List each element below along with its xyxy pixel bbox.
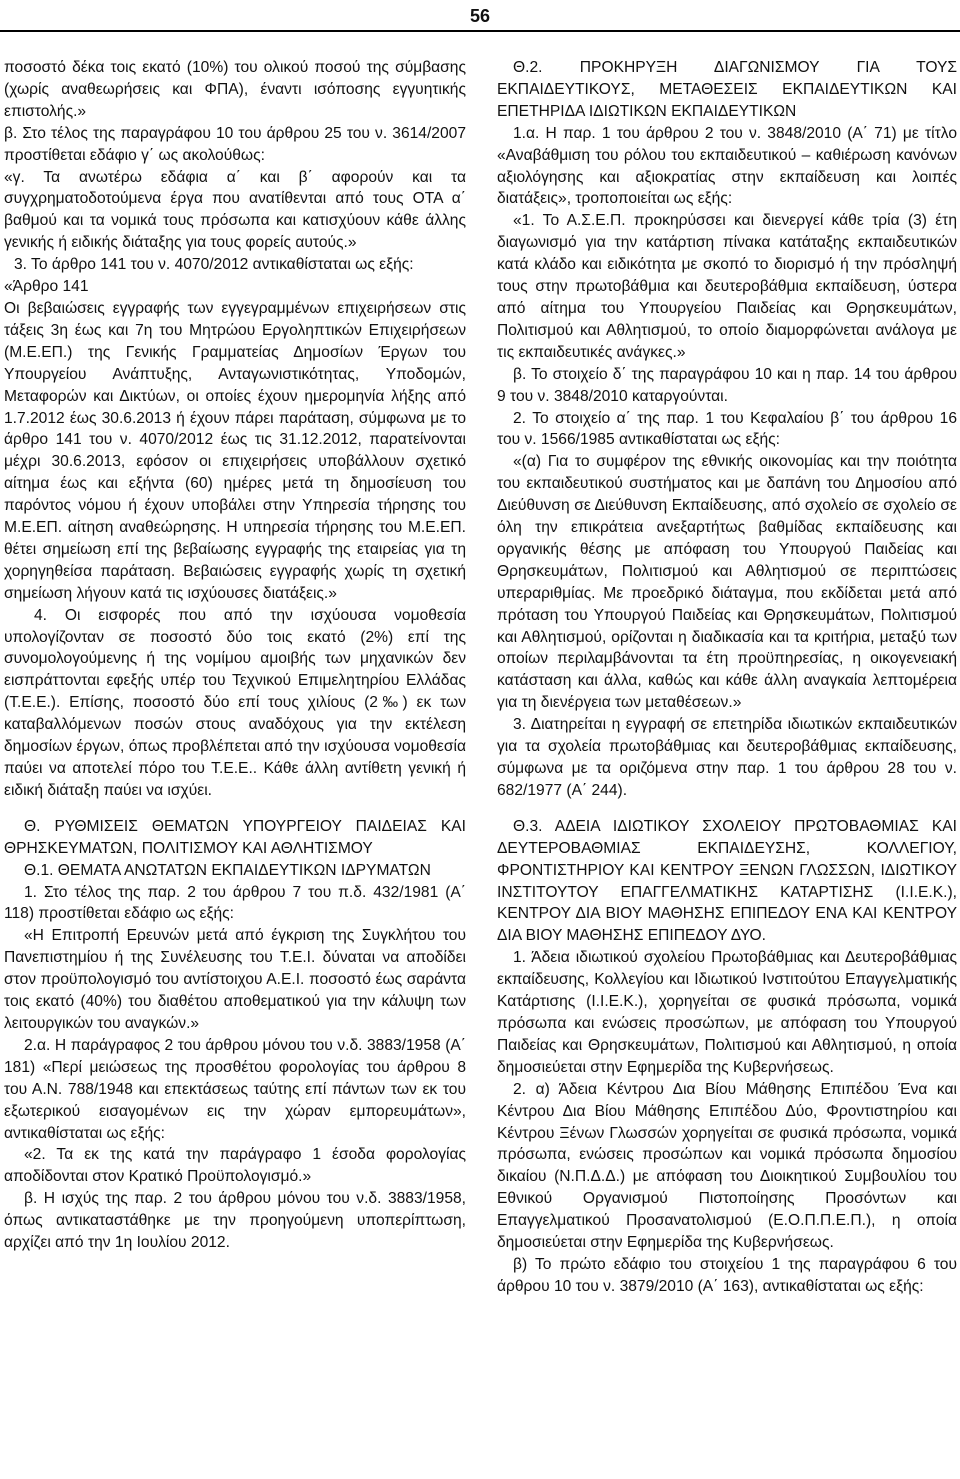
paragraph: 3. Το άρθρο 141 του ν. 4070/2012 αντικαθίσταται ως εξής: [14,256,414,274]
subsection-heading: Θ.3. ΑΔΕΙΑ ΙΔΙΩΤΙΚΟΥ ΣΧΟΛΕΙΟΥ ΠΡΩΤΟΒΑΘΜΙΑΣ ΚΑΙ ΔΕΥΤΕΡΟΒΑΘΜΙΑΣ ΕΚΠΑΙΔΕΥΣΗΣ, ΚΟΛΛΕΓΙΟΥ, ΦΡΟΝΤΙΣΤΗΡΙΟΥ ΚΑΙ ΚΕΝΤΡΟΥ ΞΕΝΩΝ ΓΛΩΣΣΩΝ, ΙΔΙΩΤΙΚΟΥ ΙΝΣΤΙΤΟΥΤΟΥ ΕΠΑΓΓΕΛΜΑΤΙΚΗΣ ΚΑΤΑΡΤΙΣΗΣ (Ι.Ι.Ε.Κ.), ΚΕΝΤΡΟΥ ΔΙΑ ΒΙΟΥ ΜΑΘΗΣΗΣ ΕΠΙΠΕΔΟΥ ΕΝΑ ΚΑΙ ΚΕΝΤΡΟΥ ΔΙΑ ΒΙΟΥ ΜΑΘΗΣΗΣ ΕΠΙΠΕΔΟΥ ΔΥΟ. [497,817,957,945]
paragraph: 2. α) Άδεια Κέντρου Δια Βίου Μάθησης Επιπέδου Ένα και Κέντρου Δια Βίου Μάθησης Επιπέδου Δύο, Φροντιστηρίου και Κέντρου Ξένων Γλωσσών χορηγείται σε φυσικά πρόσωπα, νομικά πρόσωπα, ενώσεις προσώπων και νομικά πρόσωπα δημοσίου δικαίου (Ν.Π.Δ.Δ.) με απόφαση του Διοικητικού Συμβουλίου του Εθνικού Οργανισμού Πιστοποίησης Προσόντων και Επαγγελματικού Προσανατολισμού (Ε.Ο.Π.Π.Ε.Π.), η οποία δημοσιεύεται στην Εφημερίδα της Κυβερνήσεως. [497,1080,957,1252]
paragraph: 1. Στο τέλος της παρ. 2 του άρθρου 7 του π.δ. 432/1981 (Α΄ 118) προστίθεται εδάφιο ως εξής: [4,883,466,923]
paragraph: 3. Διατηρείται η εγγραφή σε επετηρίδα ιδιωτικών εκπαιδευτικών για τα σχολεία πρωτοβάθμιας και δευτεροβάθμιας εκπαίδευσης, σύμφωνα με τα οριζόμενα στην παρ. 1 του άρθρου 28 του ν. 682/1977 (Α΄ 244). [497,716,957,799]
section-gap [4,802,466,816]
paragraph: β. Η ισχύς της παρ. 2 του άρθρου μόνου του ν.δ. 3883/1958, όπως αντικαταστάθηκε με την προηγούμενη υποπερίπτωση, αρχίζει από την 1η Ιουλίου 2012. [4,1190,466,1252]
paragraph: «(α) Για το συμφέρον της εθνικής οικονομίας και την ποιότητα του εκπαιδευτικού συστήματος και με δαπάνη του Δημοσίου από Διεύθυνση σε Διεύθυνση Εκπαίδευσης, από σχολείο σε σχολείο σε όλη την επικράτεια ανεξαρτήτως βαθμίδας εκπαίδευσης και οργανικής θέσης με απόφαση του Υπουργού Παιδείας και Θρησκευμάτων, Πολιτισμού και Αθλητισμού σε περιπτώσεις υπεραριθμίας. Με προεδρικό διάταγμα, που εκδίδεται μετά από πρόταση του Υπουργού Παιδείας και Θρησκευμάτων, Πολιτισμού και Αθλητισμού, ορίζονται η διαδικασία και τα κριτήρια, μεταξύ των οποίων περιλαμβάνονται τα έτη προϋπηρεσίας, η οικογενειακή κατάσταση και άλλα, καθώς και κάθε άλλη αναγκαία λεπτομέρεια για τη διενέργεια των μεταθέσεων.» [497,453,957,712]
subsection-heading: Θ.2. ΠΡΟΚΗΡΥΞΗ ΔΙΑΓΩΝΙΣΜΟΥ ΓΙΑ ΤΟΥΣ ΕΚΠΑΙΔΕΥΤΙΚΟΥΣ, ΜΕΤΑΘΕΣΕΙΣ ΕΚΠΑΙΔΕΥΤΙΚΩΝ ΚΑΙ ΕΠΕΤΗΡΙΔΑ ΙΔΙΩΤΙΚΩΝ ΕΚΠΑΙΔΕΥΤΙΚΩΝ [497,59,957,120]
section-gap [497,802,957,816]
header-divider [0,30,960,32]
paragraph: «γ. Τα ανωτέρω εδάφια α΄ και β΄ αφορούν και τα συγχρηματοδοτούμενα έργα που ανατίθενται από τους ΟΤΑ α΄ βαθμού και τα νομικά τους πρόσωπα και κατισχύουν κάθε άλλης γενικής ή ειδικής διάταξης για τους φορείς αυτούς.» [4,168,466,252]
paragraph: 1. Άδεια ιδιωτικού σχολείου Πρωτοβάθμιας και Δευτεροβάθμιας εκπαίδευσης, Κολλεγίου και Ιδιωτικού Ινστιτούτου Επαγγελματικής Κατάρτισης (Ι.Ι.Ε.Κ.), χορηγείται σε φυσικά πρόσωπα, νομικά πρόσωπα και ενώσεις προσώπων, με απόφαση του Υπουργού Παιδείας και Θρησκευμάτων, Πολιτισμού και Αθλητισμού, η οποία δημοσιεύεται στην Εφημερίδα της Κυβερνήσεως. [497,949,957,1076]
paragraph: β. Στο τέλος της παραγράφου 10 του άρθρου 25 του ν. 3614/2007 προστίθεται εδάφιο γ΄ ως ακολούθως: [4,124,466,164]
paragraph: 1.α. Η παρ. 1 του άρθρου 2 του ν. 3848/2010 (Α΄ 71) με τίτλο «Αναβάθμιση του ρόλου του εκπαιδευτικού – καθιέρωση κανόνων αξιολόγησης και αξιοκρατίας στην εκπαίδευση και λοιπές διατάξεις», τροποποιείται ως εξής: [497,124,957,208]
paragraph: 4. Οι εισφορές που από την ισχύουσα νομοθεσία υπολογίζονταν σε ποσοστό δύο τοις εκατό (2%) επί της συνομολογούμενης ή της νομίμου αμοιβής των μηχανικών δεν εισπράττονται εφεξής υπέρ του Τεχνικού Επιμελητηρίου Ελλάδας (Τ.Ε.Ε.). Επίσης, ποσοστό δύο επί τους χιλίους (2‰) εκ των καταβαλλόμενων ποσών στους αναδόχους για την εκτέλεση δημοσίων έργων, όπως προβλέπεται από την ισχύουσα νομοθεσία παύει να αποτελεί πόρο του Τ.Ε.Ε.. Κάθε άλλη αντίθετη γενική ή ειδική διάταξη παύει να ισχύει. [4,606,466,799]
paragraph: β. Το στοιχείο δ΄ της παραγράφου 10 και η παρ. 14 του άρθρου 9 του ν. 3848/2010 καταργούνται. [497,365,957,405]
paragraph: «1. Το Α.Σ.Ε.Π. προκηρύσσει και διενεργεί κάθε τρία (3) έτη διαγωνισμό για την κατάρτιση πίνακα κατάταξης εκπαιδευτικών κατά κλάδο και ειδικότητα με σκοπό το διορισμό ή την πρόσληψή τους στην πρωτοβάθμια και δευτεροβάθμια εκπαίδευση, ύστερα από αίτημα του Υπουργείου Παιδείας και Θρησκευμάτων, Πολιτισμού και Αθλητισμού, το οποίο διαμορφώνεται ανάλογα με τις εκπαιδευτικές ανάγκες.» [497,212,957,361]
page-number: 56 [469,6,491,26]
right-column [497,57,957,1298]
left-column [4,57,466,1254]
paragraph: ποσοστό δέκα τοις εκατό (10%) του ολικού ποσού της σύμβασης (χωρίς αναθεωρήσεις και ΦΠΑ), έναντι ισόποσης εγγυητικής επιστολής.» [4,59,466,120]
paragraph: 2.α. Η παράγραφος 2 του άρθρου μόνου του ν.δ. 3883/1958 (Α΄ 181) «Περί μειώσεως της προσθέτου φορολογίας του άρθρου 8 του Α.Ν. 788/1948 και επεκτάσεως ταύτης επί πάντων των εκ του εξωτερικού εισαγομένων εις την χώραν εμπορευμάτων», αντικαθίσταται ως εξής: [4,1036,466,1142]
paragraph: «Η Επιτροπή Ερευνών μετά από έγκριση της Συγκλήτου του Πανεπιστημίου ή της Συνέλευσης του Τ.Ε.Ι. δύναται να αποδίδει στον προϋπολογισμό του αντίστοιχου Α.Ε.Ι. ποσοστό έως σαράντα τοις εκατό (40%) του διαθέτου αποθεματικού για την κάλυψη των λειτουργικών του αναγκών.» [4,927,466,1032]
paragraph: Οι βεβαιώσεις εγγραφής των εγγεγραμμένων επιχειρήσεων στις τάξεις 3η έως και 7η του Μητρώου Εργοληπτικών Επιχειρήσεων (Μ.Ε.ΕΠ.) της Γενικής Γραμματείας Δημοσίων Έργων του Υπουργείου Ανάπτυξης, Ανταγωνιστικότητας, Υποδομών, Μεταφορών και Δικτύων, οι οποίες έχουν ημερομηνία λήξης από 1.7.2012 έως 30.6.2013 ή έχουν πάρει παράταση, σύμφωνα με το άρθρο 141 του ν. 4070/2012 έως τις 31.12.2012, παρατείνονται μέχρι 30.6.2013, εφόσον οι επιχειρήσεις υποβάλλουν σχετικό αίτημα έως και εξήντα (60) ημέρες μετά τη δημοσίευση του παρόντος νόμου ή έχουν υποβάλει στην Υπηρεσία τήρησης του Μ.Ε.ΕΠ. αίτηση αναθεώρησης. Η υπηρεσία τήρησης του Μ.Ε.ΕΠ. θέτει σημείωση επί της βεβαίωσης εγγραφής της εταιρείας για τη χορηγηθείσα παράταση. Βεβαιώσεις εγγραφής χωρίς τη σχετική σημείωση λήγουν κατά τις ισχύουσες διατάξεις.» [4,299,466,602]
paragraph: β) Το πρώτο εδάφιο του στοιχείου 1 της παραγράφου 6 του άρθρου 10 του ν. 3879/2010 (Α΄ 163), αντικαθίσταται ως εξής: [497,1255,957,1295]
paragraph: «2. Τα εκ της κατά την παράγραφο 1 έσοδα φορολογίας αποδίδονται στον Κρατικό Προϋπολογισμό.» [4,1146,466,1186]
section-heading: Θ. ΡΥΘΜΙΣΕΙΣ ΘΕΜΑΤΩΝ ΥΠΟΥΡΓΕΙΟΥ ΠΑΙΔΕΙΑΣ ΚΑΙ ΘΡΗΣΚΕΥΜΑΤΩΝ, ΠΟΛΙΤΙΣΜΟΥ ΚΑΙ ΑΘΛΗΤΙΣΜΟΥ [4,817,466,857]
subsection-heading: Θ.1. ΘΕΜΑΤΑ ΑΝΩΤΑΤΩΝ ΕΚΠΑΙΔΕΥΤΙΚΩΝ ΙΔΡΥΜΑΤΩΝ [24,861,431,879]
paragraph: «Άρθρο 141 [4,278,89,296]
paragraph: 2. Το στοιχείο α΄ της παρ. 1 του Κεφαλαίου β΄ του άρθρου 16 του ν. 1566/1985 αντικαθίσταται ως εξής: [497,409,957,449]
